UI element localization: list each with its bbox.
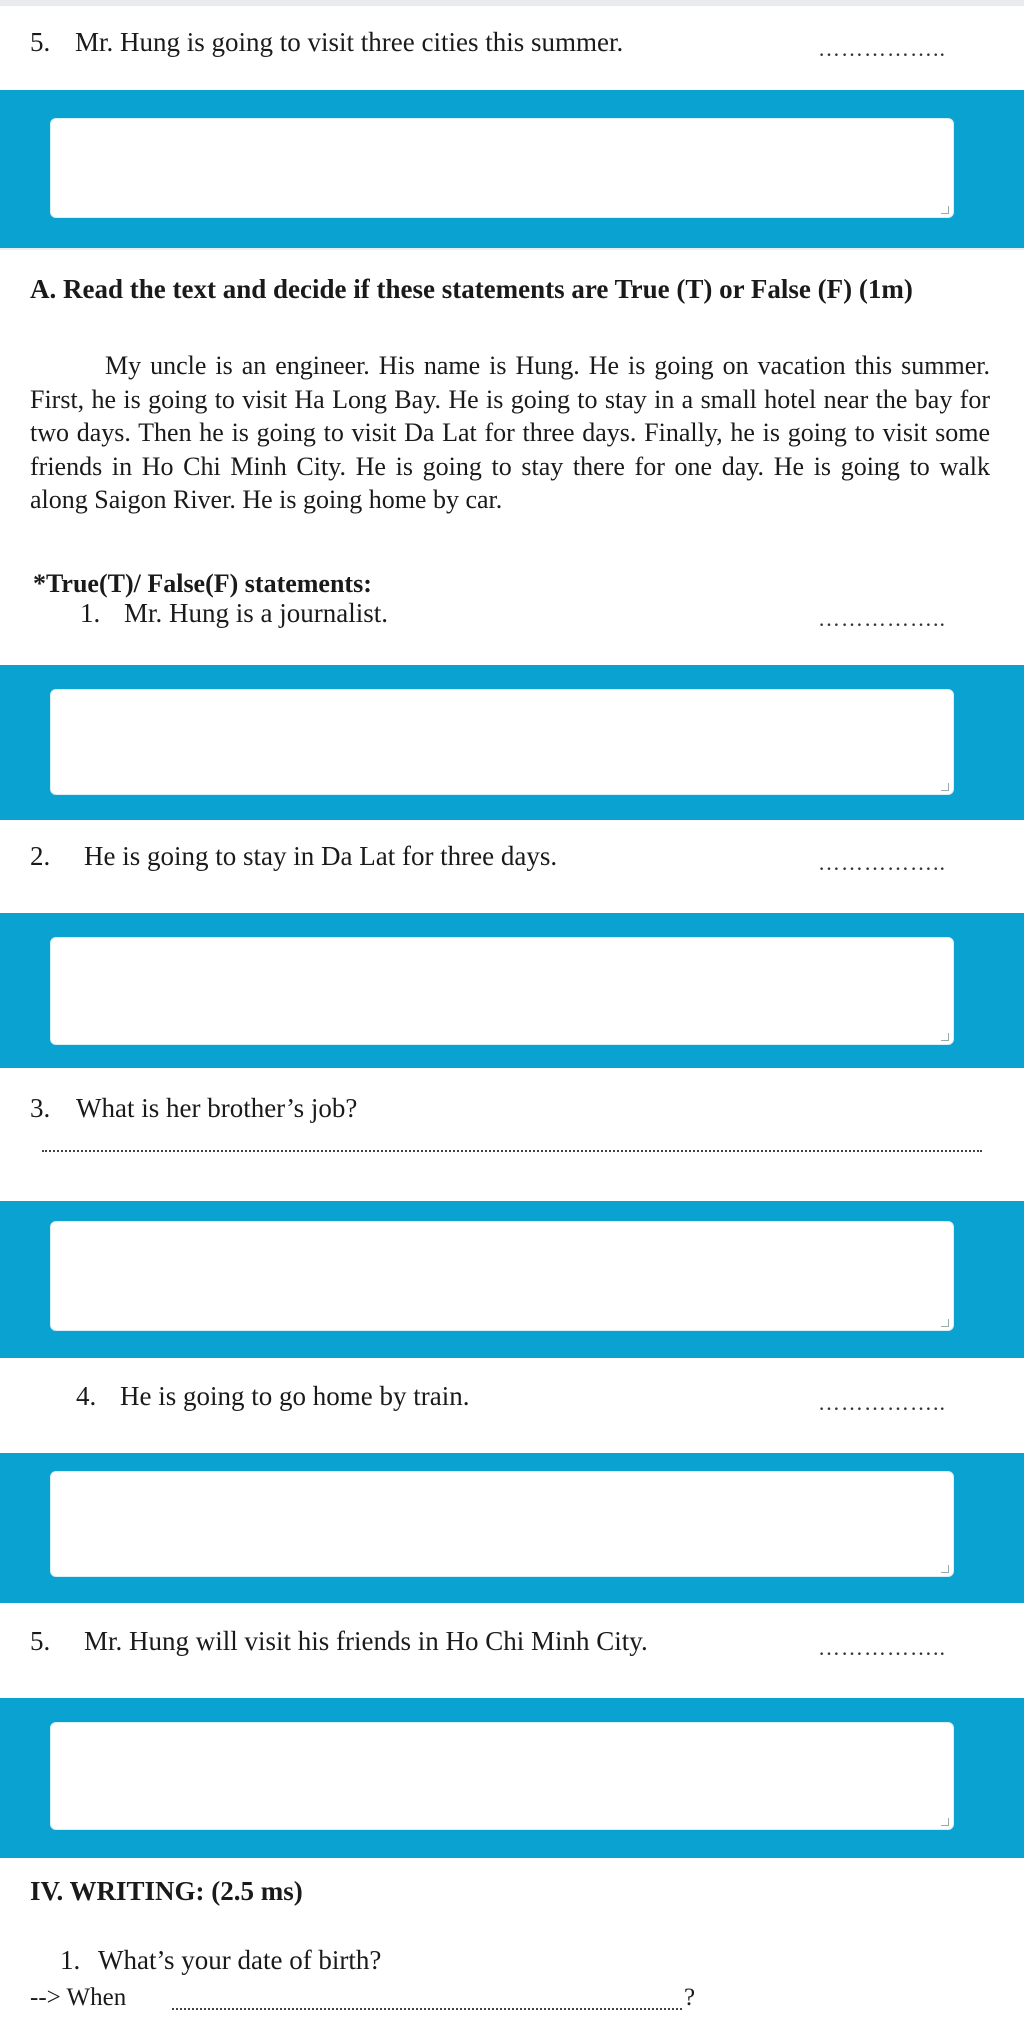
answer-box[interactable] [50, 118, 954, 218]
resize-grip-icon[interactable] [941, 1033, 949, 1041]
resize-grip-icon[interactable] [941, 206, 949, 214]
answer-blank: …………….. [818, 1635, 946, 1660]
resize-grip-icon[interactable] [941, 1565, 949, 1573]
question-number: 5. [30, 27, 51, 57]
section-a-heading: A. Read the text and decide if these statements are True (T) or False (F) (1m) [30, 274, 913, 304]
question-text: Mr. Hung is a journalist. [124, 598, 388, 628]
question-text: He is going to stay in Da Lat for three days. [84, 841, 558, 871]
answer-band [0, 1201, 1024, 1358]
question-number: 5. [30, 1626, 51, 1656]
answer-box[interactable] [50, 689, 954, 795]
question-strip [0, 1068, 1024, 1201]
question-number: 2. [30, 841, 51, 871]
answer-line [172, 2008, 682, 2010]
question-strip [0, 1603, 1024, 1698]
writing-heading: IV. WRITING: (2.5 ms) [30, 1876, 303, 1906]
answer-input[interactable] [51, 1222, 953, 1330]
answer-box[interactable] [50, 1221, 954, 1331]
passage-text: My uncle is an engineer. His name is Hung. He is going on vacation this summer. First, he is going to visit Ha Long Bay. He is going to stay in a small hotel near the bay for two days. Then he is going to visit Da Lat for three days. Finally, he is going to visit some friends in Ho Chi Minh City. He is going to stay there for one day. He is going to walk along Saigon River. He is going home by car. [30, 351, 990, 514]
answer-input[interactable] [51, 1472, 953, 1576]
resize-grip-icon[interactable] [941, 783, 949, 791]
answer-input[interactable] [51, 690, 953, 794]
answer-band [0, 665, 1024, 820]
answer-prompt-prefix: --> When [30, 1984, 127, 2011]
answer-box[interactable] [50, 1722, 954, 1830]
question-text: Mr. Hung is going to visit three cities this summer. [75, 27, 624, 57]
question-text: What is her brother’s job? [76, 1093, 358, 1123]
question-number: 4. [76, 1381, 97, 1411]
question-text: He is going to go home by train. [120, 1381, 470, 1411]
writing-section [0, 1858, 1024, 2021]
question-strip [0, 1358, 1024, 1453]
question-number: 1. [80, 598, 101, 628]
answer-blank: …………….. [818, 36, 946, 61]
answer-input[interactable] [51, 1723, 953, 1829]
question-text: Mr. Hung will visit his friends in Ho Chi Minh City. [84, 1626, 648, 1656]
answer-blank: …………….. [818, 850, 946, 875]
reading-passage [30, 349, 990, 517]
answer-input[interactable] [51, 119, 953, 217]
answer-band [0, 913, 1024, 1068]
question-number: 1. [60, 1945, 81, 1975]
question-text: What’s your date of birth? [98, 1945, 382, 1975]
answer-box[interactable] [50, 1471, 954, 1577]
answer-band [0, 1698, 1024, 1858]
answer-input[interactable] [51, 938, 953, 1044]
answer-prompt-suffix: ? [684, 1984, 696, 2011]
question-strip [0, 820, 1024, 913]
answer-band [0, 90, 1024, 248]
resize-grip-icon[interactable] [941, 1319, 949, 1327]
resize-grip-icon[interactable] [941, 1818, 949, 1826]
answer-box[interactable] [50, 937, 954, 1045]
section-a-block [0, 250, 1024, 665]
question-strip-top [0, 6, 1024, 90]
statements-heading: *True(T)/ False(F) statements: [33, 569, 372, 598]
question-number: 3. [30, 1093, 51, 1123]
answer-blank: …………….. [818, 606, 946, 631]
answer-band [0, 1453, 1024, 1603]
answer-blank: …………….. [818, 1390, 946, 1415]
answer-line [42, 1150, 982, 1152]
